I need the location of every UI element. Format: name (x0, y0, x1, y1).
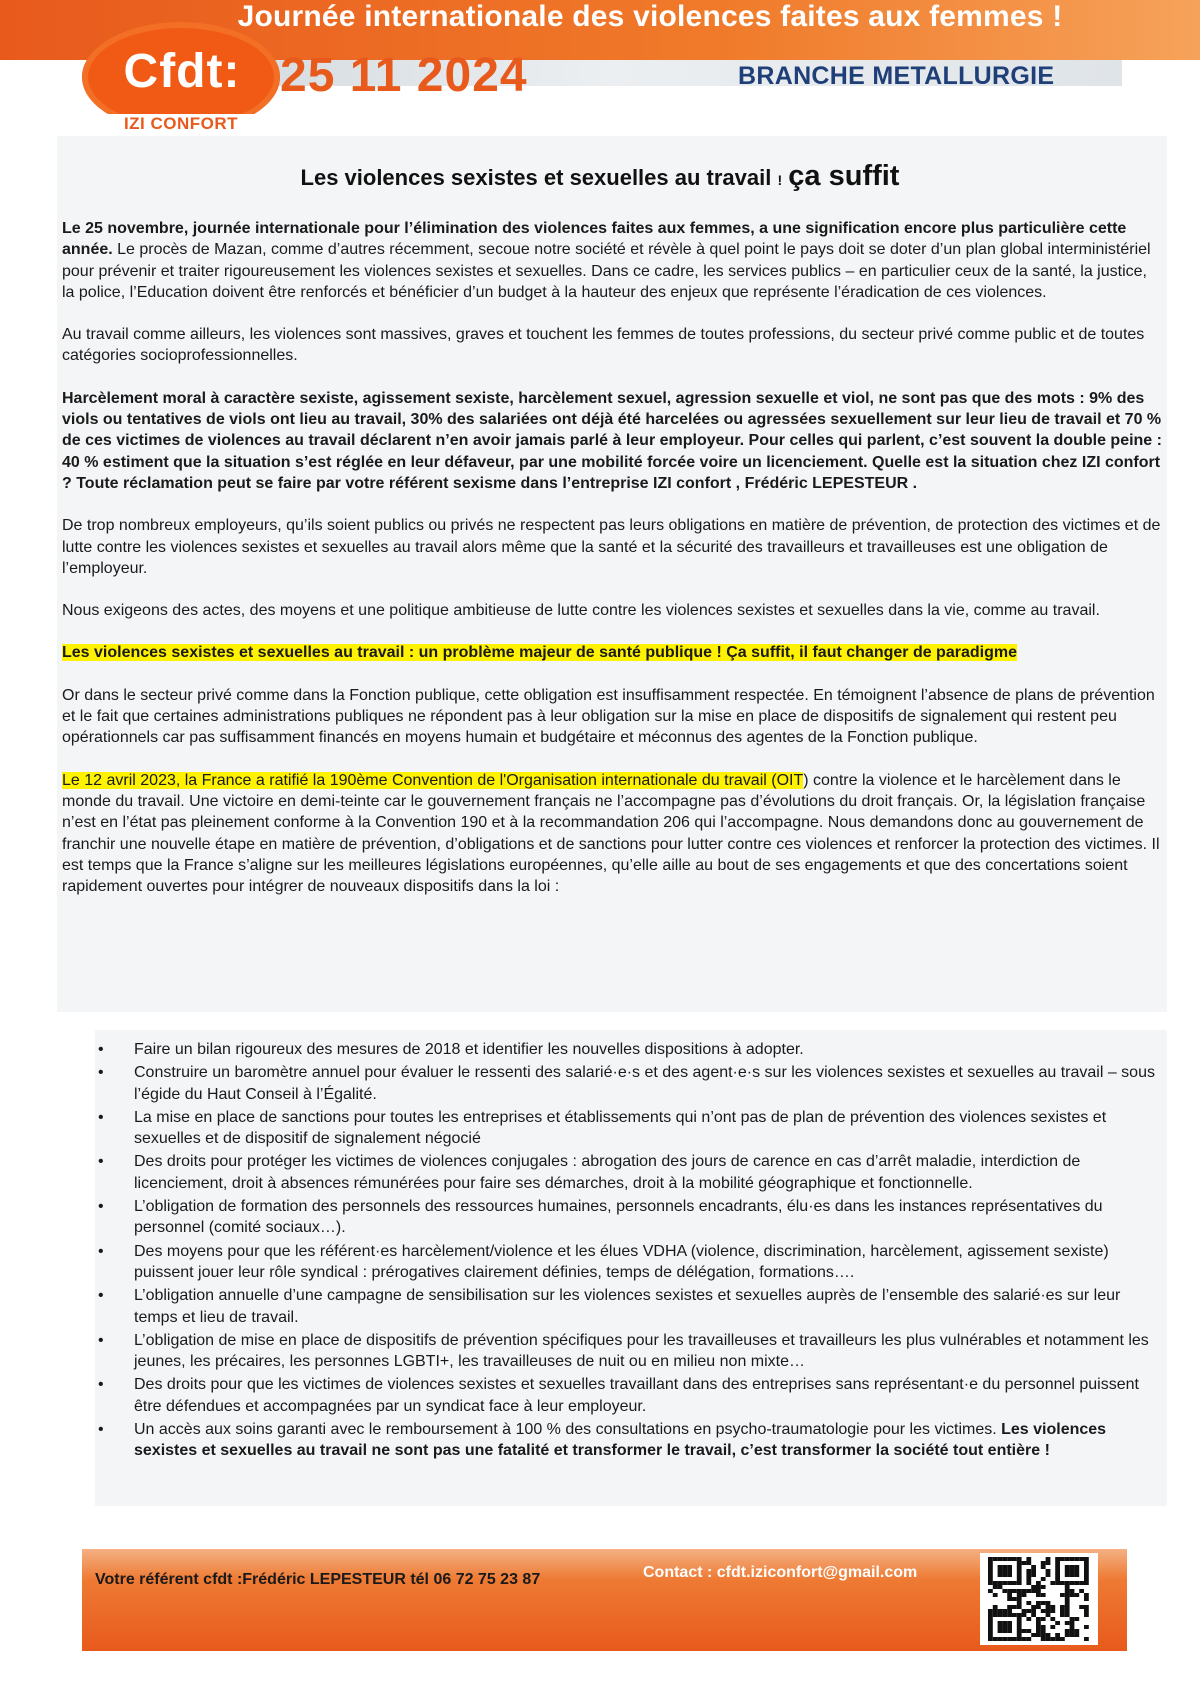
qr-module (1036, 1621, 1041, 1625)
qr-module (1070, 1629, 1075, 1633)
paragraph-3: Harcèlement moral à caractère sexiste, agissement sexiste, harcèlement sexuel, agression sexuelle et viol, ne sont pas que des mots : 9% des viols ou tentatives de viols ont lieu au travail, 30% des salariées ont déjà été harcelées ou agressées sexuellement sur leur lieu de travail et 70 % de ces victimes de violences au travail déclarent n’en avoir jamais parlé à leur employeur. Pour celles qui parlent, c’est souvent la double peine : 40 % estiment que la situation s’est réglée en leur défaveur, par une mobilité forcée voire un licenciement. Quelle est la situation chez IZI confort ? Toute réclamation peut se faire par votre référent sexisme dans l’entreprise IZI confort , Frédéric LEPESTEUR . (62, 389, 1162, 492)
qr-module (1031, 1609, 1036, 1613)
qr-module (1046, 1605, 1051, 1609)
qr-module (1026, 1561, 1031, 1565)
qr-module (1017, 1601, 1022, 1605)
qr-module (1022, 1609, 1027, 1613)
qr-module (1046, 1613, 1051, 1617)
qr-module (1041, 1617, 1046, 1621)
paragraph-6 (62, 642, 1162, 663)
qr-module (1046, 1601, 1051, 1605)
qr-module (1036, 1629, 1041, 1633)
qr-module (988, 1565, 993, 1569)
qr-module (1084, 1613, 1089, 1617)
qr-module (1017, 1569, 1022, 1573)
qr-module (1041, 1561, 1046, 1565)
qr-module (1026, 1581, 1031, 1585)
qr-module (1084, 1609, 1089, 1613)
qr-module (1007, 1609, 1012, 1613)
qr-module (1065, 1589, 1070, 1593)
qr-module (1065, 1569, 1070, 1573)
qr-module (993, 1637, 998, 1641)
qr-module (1055, 1557, 1060, 1561)
highlight-headline: Les violences sexistes et sexuelles au travail : un problème majeur de santé publique ! Ça suffit, il faut changer de paradigme (62, 644, 1017, 662)
qr-module (988, 1581, 993, 1585)
qr-module (1050, 1637, 1055, 1641)
qr-module (1041, 1609, 1046, 1613)
qr-module (1031, 1573, 1036, 1577)
qr-module (1007, 1557, 1012, 1561)
qr-module (1060, 1581, 1065, 1585)
qr-module (1084, 1565, 1089, 1569)
qr-module (1050, 1609, 1055, 1613)
qr-module (1022, 1561, 1027, 1565)
qr-module (1084, 1597, 1089, 1601)
qr-module (993, 1585, 998, 1589)
oit-rest: ) contre la violence et le harcèlement dans le monde du travail. Une victoire en demi-teinte car le gouvernement français ne l’accompagne pas d’évolutions du droit français. Or, la législation française n’est en l’état pas pleinement conforme à la Convention 190 et à la recommandation 206 qui l’accompagne. Nous demandons donc au gouvernement de franchir une nouvelle étape en matière de prévention, d’obligations et de sanctions pour lutter contre ces violences et renforcer la protection des victimes. Il est temps que la France s’aligne sur les meilleures législations européennes, qu’elle aille au bout de ses engagements et que des concertations soient rapidement ouvertes pour intégrer de nouveaux dispositifs dans la loi : (62, 771, 1160, 896)
qr-module (1084, 1625, 1089, 1629)
qr-module (1041, 1565, 1046, 1569)
qr-module (1046, 1633, 1051, 1637)
qr-module (1007, 1629, 1012, 1633)
list-item: • La mise en place de sanctions pour toutes les entreprises et établissements qui n’ont pas de plan de prévention des violences sexistes et sexuelles et de dispositif de signalement négocié (98, 1107, 1164, 1150)
qr-code-icon[interactable] (980, 1553, 1098, 1645)
qr-module (1055, 1637, 1060, 1641)
qr-module (1055, 1633, 1060, 1637)
qr-module (1065, 1613, 1070, 1617)
title-main: Les violences sexistes et sexuelles au travail (300, 165, 772, 190)
list-item: • L’obligation de mise en place de dispositifs de prévention spécifiques pour les travailleuses et travailleurs les plus vulnérables et notamment les jeunes, les précaires, les personnes LGBTI+, les travailleuses de nuit ou en milieu non mixte… (98, 1330, 1164, 1373)
qr-module (1022, 1589, 1027, 1593)
qr-module (1084, 1605, 1089, 1609)
qr-module (1036, 1589, 1041, 1593)
qr-module (1079, 1605, 1084, 1609)
footer-referent: Votre référent cfdt :Frédéric LEPESTEUR tél 06 72 75 23 87 (95, 1571, 541, 1588)
qr-module (1041, 1629, 1046, 1633)
qr-module (1084, 1569, 1089, 1573)
qr-module (988, 1637, 993, 1641)
qr-module (1046, 1557, 1051, 1561)
banner-title: Journée internationale des violences faites aux femmes ! (237, 0, 1063, 33)
qr-module (1022, 1593, 1027, 1597)
qr-module (1031, 1585, 1036, 1589)
qr-module (1070, 1617, 1075, 1621)
qr-module (1031, 1633, 1036, 1637)
qr-module (1026, 1629, 1031, 1633)
qr-module (1065, 1621, 1070, 1625)
paragraph-2: Au travail comme ailleurs, les violences sont massives, graves et touchent les femmes de toutes professions, du secteur privé comme public et de toutes catégories socioprofessionnelles. (62, 326, 1145, 365)
qr-module (1070, 1589, 1075, 1593)
qr-module (993, 1609, 998, 1613)
list-item: • Construire un baromètre annuel pour évaluer le ressenti des salarié·e·s et des agent·e·s sur les violences sexistes et sexuelles au travail – sous l’égide du Haut Conseil à l’Égalité. (98, 1062, 1164, 1105)
qr-module (1050, 1617, 1055, 1621)
qr-module (1022, 1629, 1027, 1633)
qr-module (1074, 1557, 1079, 1561)
qr-module (1046, 1561, 1051, 1565)
qr-module (1012, 1613, 1017, 1617)
qr-module (1065, 1633, 1070, 1637)
qr-module (1084, 1557, 1089, 1561)
qr-module (1012, 1557, 1017, 1561)
qr-module (988, 1609, 993, 1613)
qr-module (1055, 1581, 1060, 1585)
qr-module (1017, 1557, 1022, 1561)
qr-module (1041, 1637, 1046, 1641)
qr-module (1060, 1605, 1065, 1609)
branch-label: BRANCHE METALLURGIE (738, 62, 1055, 90)
qr-module (988, 1573, 993, 1577)
qr-module (1046, 1637, 1051, 1641)
qr-module (1050, 1605, 1055, 1609)
qr-module (988, 1629, 993, 1633)
qr-module (998, 1629, 1003, 1633)
qr-module (1084, 1561, 1089, 1565)
qr-module (1036, 1605, 1041, 1609)
qr-module (1031, 1605, 1036, 1609)
qr-module (998, 1625, 1003, 1629)
qr-module (1084, 1581, 1089, 1585)
qr-module (1065, 1573, 1070, 1577)
qr-module (1017, 1633, 1022, 1637)
qr-module (1022, 1637, 1027, 1641)
qr-module (988, 1613, 993, 1617)
qr-module (1074, 1573, 1079, 1577)
qr-module (1026, 1577, 1031, 1581)
qr-module (998, 1613, 1003, 1617)
qr-module (1002, 1629, 1007, 1633)
qr-module (1031, 1613, 1036, 1617)
qr-module (1007, 1581, 1012, 1585)
qr-module (1017, 1637, 1022, 1641)
qr-module (1070, 1557, 1075, 1561)
list-item: • Des droits pour protéger les victimes de violences conjugales : abrogation des jours de carence en cas d’arrêt maladie, interdiction de licenciement, droit à absences rémunérées pour faire ses démarches, droit à la mobilité géographique et fonctionnelle. (98, 1151, 1164, 1194)
qr-module (993, 1581, 998, 1585)
qr-module (1065, 1605, 1070, 1609)
qr-module (1074, 1565, 1079, 1569)
last-bullet-bold: Les violences sexistes et sexuelles au travail ne sont pas une fatalité et transformer le travail, c’est transformer la société tout entière ! (134, 1421, 1107, 1460)
qr-module (1002, 1569, 1007, 1573)
qr-module (1017, 1621, 1022, 1625)
qr-module (1055, 1561, 1060, 1565)
qr-module (998, 1565, 1003, 1569)
qr-module (1002, 1565, 1007, 1569)
qr-module (1055, 1573, 1060, 1577)
qr-module (1055, 1621, 1060, 1625)
qr-module (1012, 1597, 1017, 1601)
qr-module (1070, 1633, 1075, 1637)
list-item: • Des droits pour que les victimes de violences sexistes et sexuelles travaillant dans des entreprises sans représentant·e du personnel puissent être défendues et accompagnées par un syndicat face à leur employeur. (98, 1374, 1164, 1417)
qr-module (1070, 1593, 1075, 1597)
qr-module (998, 1581, 1003, 1585)
footer-contact[interactable]: Contact : cfdt.iziconfort@gmail.com (643, 1564, 918, 1581)
qr-module (1074, 1569, 1079, 1573)
qr-module (998, 1609, 1003, 1613)
qr-module (1007, 1593, 1012, 1597)
qr-module (1055, 1577, 1060, 1581)
qr-module (998, 1585, 1003, 1589)
demands-list (98, 1039, 1164, 1464)
list-item (98, 1419, 1164, 1462)
qr-module (1041, 1633, 1046, 1637)
qr-module (1007, 1613, 1012, 1617)
qr-module (1074, 1617, 1079, 1621)
qr-module (1084, 1637, 1089, 1641)
qr-module (1022, 1613, 1027, 1617)
qr-module (1007, 1589, 1012, 1593)
qr-module (1017, 1577, 1022, 1581)
qr-module (1065, 1609, 1070, 1613)
qr-module (1007, 1597, 1012, 1601)
qr-module (998, 1637, 1003, 1641)
qr-module (1026, 1557, 1031, 1561)
qr-module (1002, 1621, 1007, 1625)
qr-module (1017, 1561, 1022, 1565)
qr-module (1065, 1565, 1070, 1569)
qr-module (1026, 1637, 1031, 1641)
qr-module (1007, 1605, 1012, 1609)
qr-module (988, 1589, 993, 1593)
qr-module (1046, 1573, 1051, 1577)
qr-module (1084, 1593, 1089, 1597)
qr-module (988, 1621, 993, 1625)
qr-module (1055, 1569, 1060, 1573)
qr-module (1026, 1569, 1031, 1573)
qr-module (1041, 1601, 1046, 1605)
qr-module (988, 1625, 993, 1629)
qr-module (1065, 1597, 1070, 1601)
qr-module (1060, 1609, 1065, 1613)
qr-module (1036, 1617, 1041, 1621)
qr-module (1055, 1565, 1060, 1569)
qr-module (1031, 1565, 1036, 1569)
qr-module (1041, 1625, 1046, 1629)
qr-module (1017, 1605, 1022, 1609)
qr-module (1079, 1581, 1084, 1585)
qr-module (1026, 1573, 1031, 1577)
qr-module (1060, 1613, 1065, 1617)
qr-module (1036, 1601, 1041, 1605)
footer-band (82, 1549, 1127, 1651)
qr-module (1017, 1565, 1022, 1569)
qr-module (1041, 1577, 1046, 1581)
qr-module (1026, 1589, 1031, 1593)
qr-module (1017, 1581, 1022, 1585)
title-excl: ! (777, 172, 783, 188)
qr-module (1017, 1589, 1022, 1593)
qr-module (1060, 1637, 1065, 1641)
qr-module (1065, 1593, 1070, 1597)
qr-module (1017, 1593, 1022, 1597)
qr-module (993, 1605, 998, 1609)
qr-module (1036, 1625, 1041, 1629)
qr-module (1070, 1565, 1075, 1569)
qr-module (1079, 1589, 1084, 1593)
qr-module (1017, 1629, 1022, 1633)
list-item: • Faire un bilan rigoureux des mesures de 2018 et identifier les nouvelles dispositions à adopter. (98, 1039, 1164, 1060)
qr-module (1026, 1601, 1031, 1605)
qr-module (1012, 1589, 1017, 1593)
qr-module (993, 1593, 998, 1597)
qr-module (1031, 1589, 1036, 1593)
paragraph-intro (62, 218, 1162, 303)
qr-module (1046, 1609, 1051, 1613)
list-item: • L’obligation annuelle d’une campagne de sensibilisation sur les violences sexistes et sexuelles auprès de l’ensemble des salarié·es sur leur temps et lieu de travail. (98, 1285, 1164, 1328)
paragraph-4: De trop nombreux employeurs, qu’ils soient publics ou privés ne respectent pas leurs obligations en matière de prévention, de protection des victimes et de lutte contre les violences sexistes et sexuelles au travail alors même que la santé et la sécurité des travailleurs et travailleuses est une obligation de l’employeur. (62, 517, 1161, 577)
qr-module (1007, 1621, 1012, 1625)
qr-module (1026, 1609, 1031, 1613)
qr-module (1007, 1565, 1012, 1569)
qr-module (998, 1557, 1003, 1561)
qr-module (988, 1557, 993, 1561)
qr-module (993, 1613, 998, 1617)
paragraph-8 (62, 770, 1162, 898)
qr-module (1070, 1573, 1075, 1577)
intro-bold: Le 25 novembre, journée internationale pour l’élimination des violences faites aux femmes, a une signification encore plus particulière cette année. (62, 220, 1127, 259)
qr-module (1065, 1601, 1070, 1605)
qr-module (988, 1561, 993, 1565)
qr-module (1070, 1625, 1075, 1629)
qr-module (1002, 1609, 1007, 1613)
qr-module (1060, 1593, 1065, 1597)
last-bullet-plain: Un accès aux soins garanti avec le remboursement à 100 % des consultations en psycho-traumatologie pour les victimes. (134, 1421, 997, 1439)
qr-module (1050, 1625, 1055, 1629)
qr-module (1070, 1621, 1075, 1625)
qr-module (988, 1577, 993, 1581)
qr-module (1041, 1585, 1046, 1589)
qr-module (1012, 1581, 1017, 1585)
qr-module (1002, 1613, 1007, 1617)
qr-module (1065, 1585, 1070, 1589)
qr-module (988, 1569, 993, 1573)
qr-module (1065, 1581, 1070, 1585)
oit-highlight: Le 12 avril 2023, la France a ratifié la 190ème Convention de l'Organisation internationale du travail (OIT (62, 771, 804, 789)
qr-module (1012, 1637, 1017, 1641)
qr-module (1002, 1581, 1007, 1585)
qr-module (1074, 1581, 1079, 1585)
qr-module (998, 1573, 1003, 1577)
qr-module (1002, 1625, 1007, 1629)
qr-module (1007, 1573, 1012, 1577)
paragraph-5: Nous exigeons des actes, des moyens et une politique ambitieuse de lutte contre les violences sexistes et sexuelles dans la vie, comme au travail. (62, 602, 1100, 620)
qr-module (1070, 1581, 1075, 1585)
qr-module (1007, 1569, 1012, 1573)
qr-module (1065, 1629, 1070, 1633)
qr-module (1017, 1597, 1022, 1601)
qr-module (1084, 1573, 1089, 1577)
title-emphasis: ça suffit (788, 160, 900, 192)
qr-module (988, 1617, 993, 1621)
logo-subtitle: IZI CONFORT (96, 114, 266, 134)
qr-module (1036, 1581, 1041, 1585)
qr-module (1046, 1569, 1051, 1573)
qr-module (1074, 1633, 1079, 1637)
qr-module (1012, 1605, 1017, 1609)
qr-module (1050, 1581, 1055, 1585)
qr-module (993, 1557, 998, 1561)
article-body (62, 218, 1162, 918)
qr-module (1036, 1593, 1041, 1597)
qr-module (1002, 1637, 1007, 1641)
qr-module (1002, 1557, 1007, 1561)
qr-module (988, 1633, 993, 1637)
qr-module (1065, 1557, 1070, 1561)
qr-code-graphic (980, 1553, 1098, 1645)
qr-module (1007, 1637, 1012, 1641)
qr-module (1041, 1593, 1046, 1597)
qr-module (1017, 1625, 1022, 1629)
qr-module (1026, 1617, 1031, 1621)
qr-module (1070, 1569, 1075, 1573)
qr-module (1036, 1585, 1041, 1589)
qr-module (1007, 1625, 1012, 1629)
qr-module (1002, 1589, 1007, 1593)
page-title (0, 158, 1200, 198)
qr-module (998, 1621, 1003, 1625)
paragraph-7: Or dans le secteur privé comme dans la Fonction publique, cette obligation est insuffisamment respectée. En témoignent l’absence de plans de prévention et le fait que certaines administrations publiques ne répondent pas à leur obligation sur la mise en place de dispositifs de signalement qui restent peu opérationnels car pas suffisamment financés en moyens humain et budgétaire et méconnus des agentes de la Fonction publique. (62, 686, 1155, 747)
qr-module (1084, 1577, 1089, 1581)
qr-module (1074, 1629, 1079, 1633)
event-date: 25 11 2024 (280, 49, 528, 102)
qr-module (1036, 1633, 1041, 1637)
list-item: • L’obligation de formation des personnels des ressources humaines, personnels encadrants, élu·es dans les instances représentatives du personnel (comité sociaux…). (98, 1196, 1164, 1239)
qr-module (1060, 1557, 1065, 1561)
intro-rest: Le procès de Mazan, comme d’autres récemment, secoue notre société et révèle à quel point le pays doit se doter d’un plan global interministériel pour prévenir et traiter rigoureusement les violences sexistes et sexuelles. Dans ce cadre, les services publics – en particulier ceux de la santé, la justice, la police, l’Education doivent être renforcés et bénéficier d’un budget à la hauteur des enjeux que représente l’éradication de ces violences. (62, 241, 1151, 301)
qr-module (1017, 1573, 1022, 1577)
qr-module (1017, 1613, 1022, 1617)
qr-module (998, 1569, 1003, 1573)
cfdt-logo-text: Cfdt: (123, 45, 241, 98)
qr-module (1079, 1557, 1084, 1561)
qr-module (1017, 1617, 1022, 1621)
qr-module (1002, 1573, 1007, 1577)
list-item: • Des moyens pour que les référent·es harcèlement/violence et les élues VDHA (violence, discrimination, harcèlement, agissement sexiste) puissent jouer leur rôle syndical : prérogatives clairement définies, temps de délégation, formations…. (98, 1241, 1164, 1284)
qr-module (1074, 1593, 1079, 1597)
qr-module (1031, 1569, 1036, 1573)
